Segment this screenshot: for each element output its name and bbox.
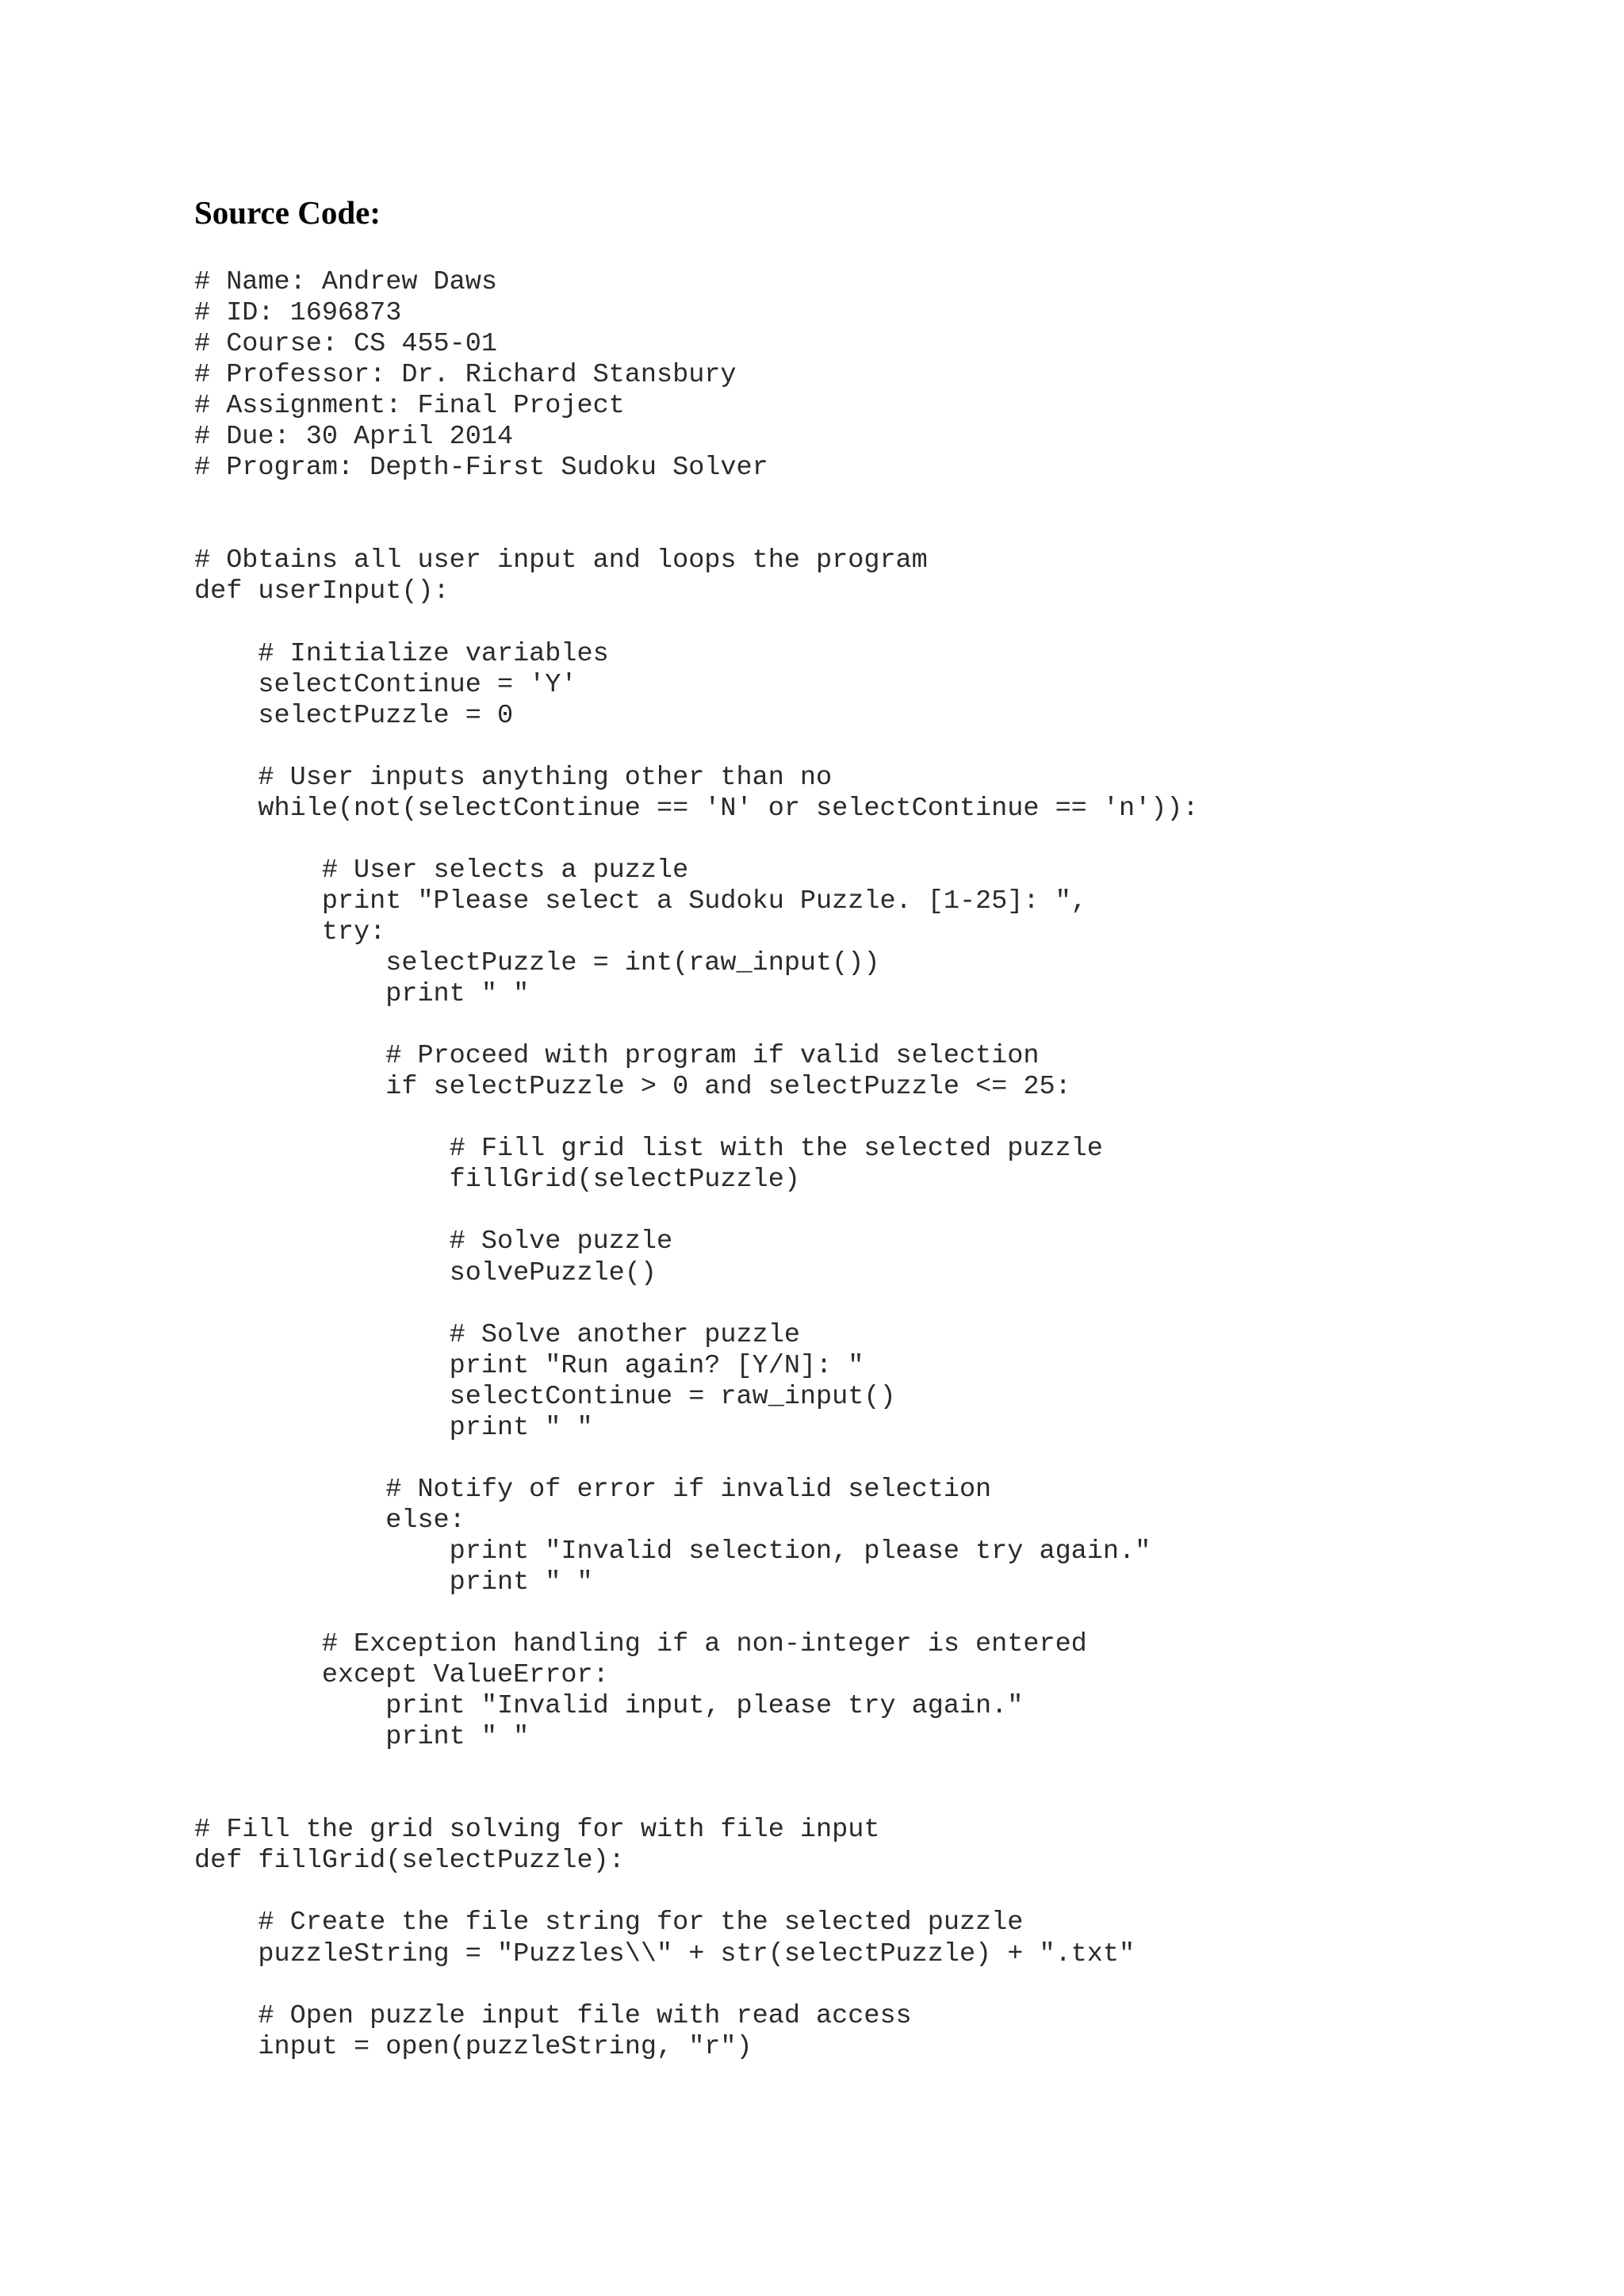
- code-line: if selectPuzzle > 0 and selectPuzzle <= 25:: [194, 1072, 1071, 1103]
- code-line: # User inputs anything other than no: [194, 762, 833, 793]
- code-line: # Course: CS 455-01: [194, 329, 497, 360]
- code-line: [194, 1444, 1199, 1475]
- code-line: # Exception handling if a non-integer is entered: [194, 1629, 1087, 1660]
- code-line: # Create the file string for the selected puzzle: [194, 1908, 1024, 1938]
- code-line: # Fill grid list with the selected puzzle: [194, 1134, 1103, 1165]
- code-line: [194, 825, 1199, 855]
- code-line: [194, 484, 1199, 515]
- code-line: print " ": [194, 1722, 530, 1753]
- code-line: # Initialize variables: [194, 638, 609, 669]
- code-line: puzzleString = "Puzzles\\" + str(selectPuzzle) + ".txt": [194, 1938, 1136, 1969]
- code-line: # ID: 1696873: [194, 298, 402, 329]
- code-line: [194, 1970, 1199, 2001]
- code-line: print " ": [194, 979, 530, 1010]
- code-line: def userInput():: [194, 576, 450, 607]
- code-line: solvePuzzle(): [194, 1257, 657, 1288]
- code-line: [194, 1784, 1199, 1815]
- code-line: else:: [194, 1505, 465, 1536]
- code-line: print "Invalid selection, please try again.": [194, 1536, 1151, 1567]
- code-line: [194, 1877, 1199, 1908]
- code-line: # Due: 30 April 2014: [194, 422, 514, 453]
- code-line: # Proceed with program if valid selection: [194, 1041, 1040, 1072]
- code-line: selectPuzzle = 0: [194, 700, 514, 731]
- code-line: print "Invalid input, please try again.": [194, 1691, 1024, 1722]
- code-line: selectContinue = 'Y': [194, 669, 577, 700]
- code-line: # User selects a puzzle: [194, 855, 689, 886]
- code-line: [194, 732, 1199, 763]
- section-heading: Source Code:: [194, 194, 381, 231]
- code-line: def fillGrid(selectPuzzle):: [194, 1846, 625, 1877]
- code-line: [194, 515, 1199, 545]
- code-line: input = open(puzzleString, "r"): [194, 2031, 753, 2062]
- code-line: [194, 1103, 1199, 1134]
- code-line: [194, 1010, 1199, 1041]
- code-line: # Fill the grid solving for with file input: [194, 1815, 880, 1846]
- code-line: selectPuzzle = int(raw_input()): [194, 948, 880, 979]
- code-line: [194, 1289, 1199, 1320]
- code-line: # Assignment: Final Project: [194, 391, 625, 422]
- code-line: fillGrid(selectPuzzle): [194, 1165, 800, 1196]
- code-line: print "Run again? [Y/N]: ": [194, 1350, 864, 1381]
- code-line: # Professor: Dr. Richard Stansbury: [194, 360, 737, 391]
- code-line: [194, 608, 1199, 639]
- code-line: selectContinue = raw_input(): [194, 1381, 896, 1412]
- source-code-block: [194, 267, 1199, 2063]
- code-line: except ValueError:: [194, 1660, 609, 1691]
- code-line: print "Please select a Sudoku Puzzle. [1-25]: ",: [194, 886, 1087, 916]
- code-line: while(not(selectContinue == 'N' or selectContinue == 'n')):: [194, 793, 1199, 824]
- code-line: # Notify of error if invalid selection: [194, 1474, 992, 1505]
- code-line: # Name: Andrew Daws: [194, 267, 497, 297]
- code-line: [194, 1753, 1199, 1784]
- code-line: # Obtains all user input and loops the program: [194, 545, 928, 576]
- code-line: # Program: Depth-First Sudoku Solver: [194, 453, 768, 484]
- code-line: # Solve another puzzle: [194, 1319, 800, 1350]
- code-line: # Open puzzle input file with read access: [194, 2000, 912, 2031]
- code-line: # Solve puzzle: [194, 1226, 673, 1257]
- code-line: [194, 1196, 1199, 1226]
- code-line: print " ": [194, 1567, 593, 1598]
- code-line: print " ": [194, 1412, 593, 1443]
- code-line: try:: [194, 916, 386, 947]
- code-line: [194, 1598, 1199, 1629]
